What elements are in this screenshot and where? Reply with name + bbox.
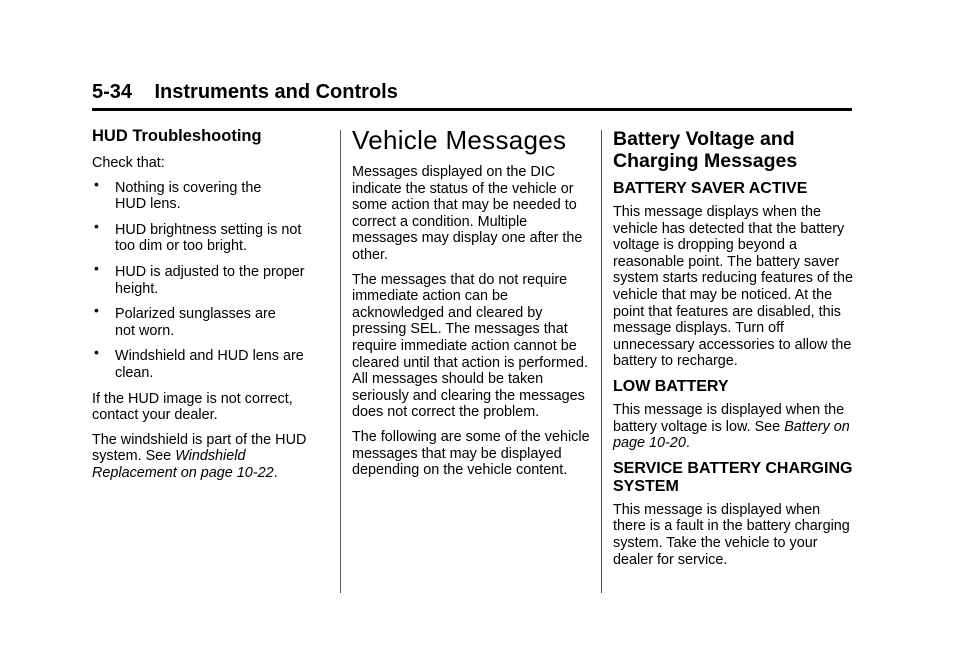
vehicle-messages-para2: The messages that do not require immediate action can be acknowledged and cleared by pressing SEL. The messages that require immediate action cannot be cleared until that action is performed. All messages should be taken seriously and clearing the messages does not correct the problem. xyxy=(352,271,588,421)
list-item-line: HUD brightness setting is not xyxy=(115,221,302,238)
list-item xyxy=(92,175,332,213)
column-divider xyxy=(340,130,341,593)
list-item xyxy=(92,302,332,339)
windshield-text: The windshield is part of the HUD system. See xyxy=(92,431,307,465)
low-battery-paragraph xyxy=(613,402,855,452)
list-item-line: Nothing is covering the xyxy=(115,179,262,196)
windshield-end: . xyxy=(273,464,278,481)
list-item-line: Windshield and HUD lens are xyxy=(115,348,304,365)
check-that-intro: Check that: xyxy=(92,155,165,171)
battery-messages-heading: Battery Voltage and Charging Messages xyxy=(613,128,798,172)
list-item-line: HUD is adjusted to the proper xyxy=(115,263,305,280)
column-battery-messages xyxy=(613,126,855,576)
vehicle-messages-heading: Vehicle Messages xyxy=(352,125,567,155)
page-header xyxy=(92,78,852,111)
hud-troubleshooting-heading: HUD Troubleshooting xyxy=(92,127,262,145)
list-item-line: clean. xyxy=(115,364,154,381)
list-item-line: Polarized sunglasses are xyxy=(115,306,276,323)
list-item xyxy=(92,217,332,255)
list-item-line: not worn. xyxy=(115,322,175,339)
battery-saver-text: This message displays when the vehicle has detected that the battery voltage is dropping beyond a reasonable point. The battery saver system starts reducing features of the vehicle that may be noticed. At the point that features are disabled, this message displays. Turn off unnecessary accessories to allow the battery to recharge. xyxy=(613,204,853,370)
windshield-paragraph xyxy=(92,432,332,482)
list-item xyxy=(92,259,332,297)
list-item xyxy=(92,344,332,381)
section-title: Instruments and Controls xyxy=(154,81,398,103)
column-vehicle-messages xyxy=(352,126,592,487)
check-list xyxy=(92,175,332,382)
list-item-line: height. xyxy=(115,280,159,297)
battery-page-link[interactable]: Battery on page 10-20 xyxy=(613,418,850,452)
service-battery-title: SERVICE BATTERY CHARGING SYSTEM xyxy=(613,459,853,495)
bullet-icon: • xyxy=(94,175,99,192)
column-divider xyxy=(601,130,602,593)
low-battery-end: . xyxy=(685,435,690,452)
bullet-icon: • xyxy=(94,344,99,361)
low-battery-title: LOW BATTERY xyxy=(613,377,729,395)
list-item-line: HUD lens. xyxy=(115,196,181,213)
low-battery-text: This message is displayed when the battery voltage is low. See xyxy=(613,401,845,435)
service-battery-text: This message is displayed when there is a fault in the battery charging system. Take the vehicle to your dealer for service. xyxy=(613,501,850,568)
windshield-replacement-link[interactable]: Windshield Replacement on page 10-22 xyxy=(92,448,274,481)
bullet-icon: • xyxy=(94,259,99,276)
page-number: 5-34 xyxy=(92,81,133,103)
vehicle-messages-para1: Messages displayed on the DIC indicate the status of the vehicle or some action that may be needed to correct a condition. Multiple messages may display one after the other. xyxy=(352,164,583,263)
battery-saver-title: BATTERY SAVER ACTIVE xyxy=(613,180,808,197)
column-hud-troubleshooting xyxy=(92,126,332,490)
bullet-icon: • xyxy=(94,302,99,319)
bullet-icon: • xyxy=(94,217,99,234)
hud-incorrect-paragraph: If the HUD image is not correct, contact your dealer. xyxy=(92,390,293,424)
vehicle-messages-para3: The following are some of the vehicle messages that may be displayed depending on the vehicle content. xyxy=(352,428,590,479)
list-item-line: too dim or too bright. xyxy=(115,238,247,255)
